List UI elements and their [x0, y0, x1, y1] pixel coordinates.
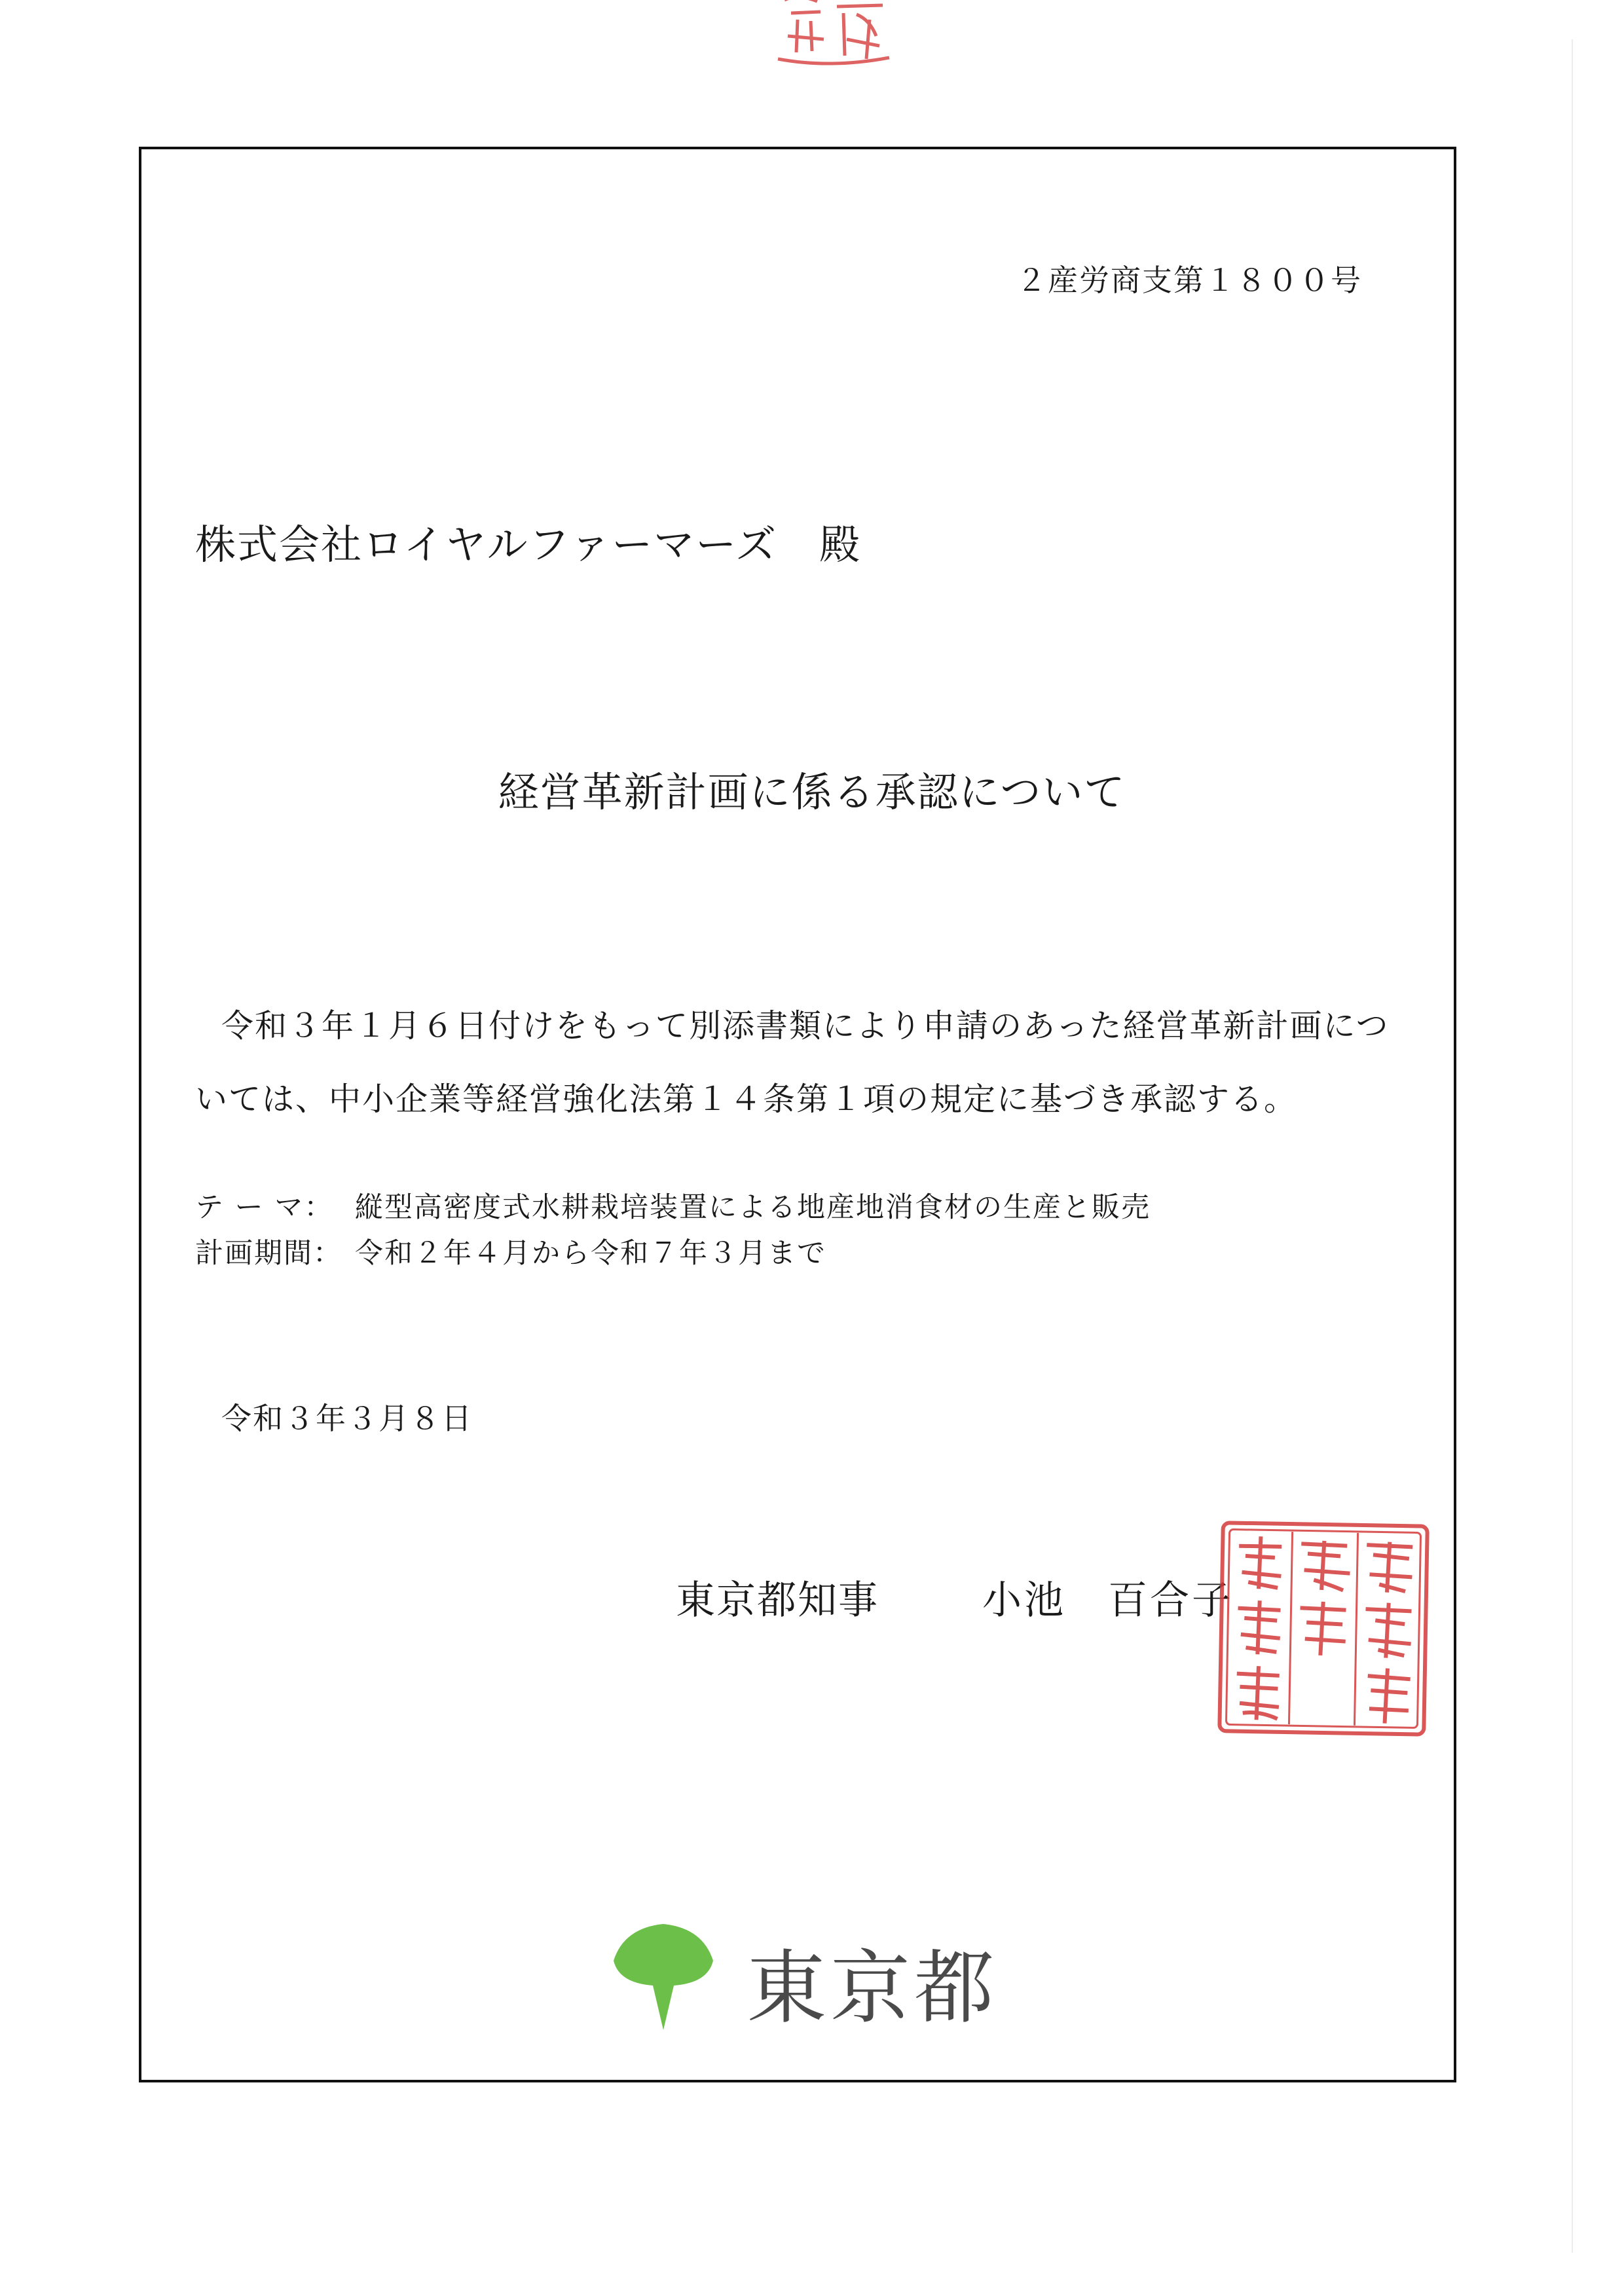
document-title: 経営革新計画に係る承認について: [498, 768, 1126, 816]
top-seal-fragment: [771, 0, 896, 72]
recipient-name: 株式会社ロイヤルファーマーズ 殿: [195, 521, 862, 568]
body-text-line-2: いては、中小企業等経営強化法第１４条第１項の規定に基づき承認する。: [195, 1081, 1298, 1118]
signatory-title: 東京都知事: [676, 1578, 879, 1623]
tokyo-logo-text: 東京都: [747, 1942, 998, 2035]
detail-period-row: [195, 1231, 826, 1271]
period-value: 令和２年４月から令和７年３月まで: [355, 1237, 826, 1270]
signatory-name: 小池 百合子: [982, 1578, 1234, 1623]
document-number: ２産労商支第１８００号: [1016, 263, 1362, 298]
period-label: 計画期間：: [195, 1237, 342, 1270]
body-text-line-1: 令和３年１月６日付けをもって別添書類により申請のあった経営革新計画につ: [221, 1007, 1390, 1044]
ginkgo-leaf-icon: [612, 1923, 714, 2030]
theme-value: 縦型高密度式水耕栽培装置による地産地消食材の生産と販売: [355, 1191, 1151, 1224]
detail-theme-row: [195, 1185, 1151, 1225]
scan-edge-line: [1572, 39, 1573, 2253]
theme-label: テ ー マ：: [195, 1191, 334, 1224]
official-seal: [1213, 1516, 1436, 1743]
issue-date: 令和３年３月８日: [221, 1401, 473, 1436]
